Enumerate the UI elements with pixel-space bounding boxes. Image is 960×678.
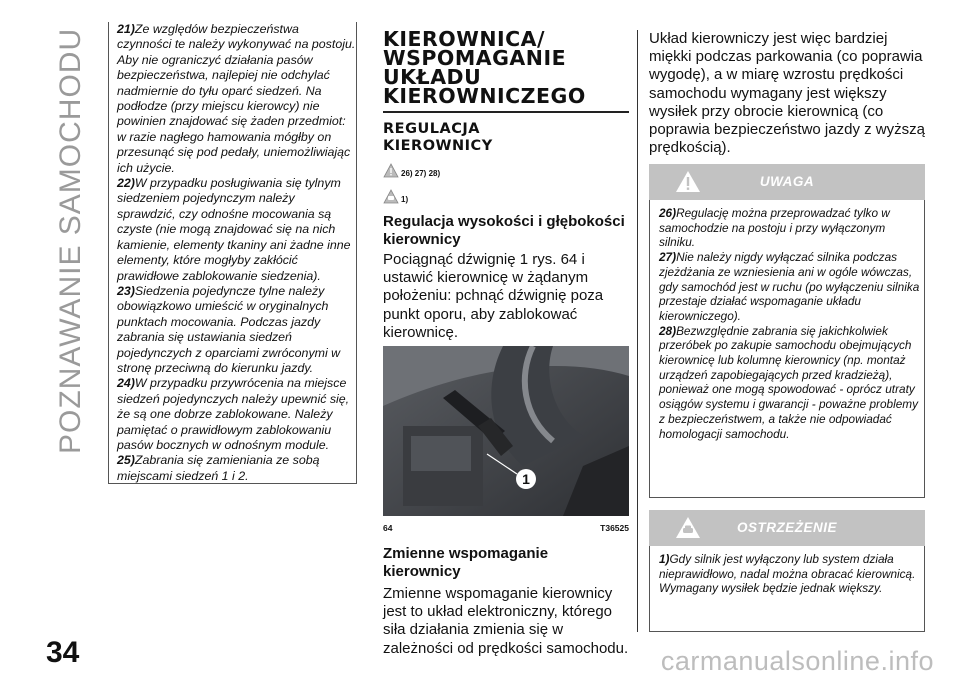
column-divider [637, 30, 638, 632]
note-28: 28)Bezwzględnie zabrania się jakichkolwiek przeróbek po zakupie samochodu obejmujących kierownicę lub kolumnę kierownicy (np. montaż urządzeń zapobiegających przed kradzieżą), ponieważ one mogą spowodować - oprócz utraty osiągów systemu i gwarancji - poważne problemy z bezpieczeństwem, a także nie odpowiadać homologacji samochodu. [659, 323, 918, 441]
section-title: KIEROWNICA/ WSPOMAGANIE UKŁADU KIEROWNICZEGO [383, 30, 629, 113]
note-22: 22)W przypadku posługiwania się tylnym siedzeniem pojedynczym należy sprawdzić, czy odnośne mocowania są czyste (nie mogą znajdować się na nich kamienie, elementy tkaniny ani żadne inne elementy, które mogłyby zakłócić prawidłowe zablokowanie siedzenia). [117, 176, 351, 283]
page-number: 34 [46, 636, 80, 669]
note-27: 27)Nie należy nigdy wyłączać silnika podczas zjeżdżania ze wzniesienia ani w ogóle wówczas, gdy samochód jest w ruchu (po wyłączeniu silnika przestaje działać wspomaganie układu kierowniczego). [659, 250, 920, 323]
note-26: 26)Regulację można przeprowadzać tylko w samochodzie na postoju i przy wyłączonym silniku. [659, 206, 890, 250]
warning-banner-label: UWAGA [759, 174, 815, 189]
seat-notes-box [108, 22, 357, 484]
caution-banner [649, 510, 925, 546]
warning-notes [649, 200, 925, 498]
figure-number: 64 [383, 523, 393, 533]
caution-triangle-icon [383, 189, 399, 204]
note-25: 25)Zabrania się zamieniania ze sobą miejscami siedzeń 1 i 2. [117, 453, 320, 483]
caution-banner-label: OSTRZEŻENIE [736, 520, 837, 535]
caution-refs: 1) [401, 194, 409, 204]
section-side-title: POZNAWANIE SAMOCHODU [54, 28, 87, 455]
warning-banner [649, 164, 925, 200]
steering-continued [649, 30, 927, 157]
note-21: 21)Ze względów bezpieczeństwa czynności te należy wykonywać na postoju. Aby nie ograniczyć działania pasów bezpieczeństwa, najlepiej nie odchylać nadmiernie do tyłu oparć siedzeń. Na podłodze (przy miejscu kierowcy) nie powinien znajdować się żaden przedmiot: w razie nagłego hamowania mógłby on przesunąć się pod pedały, uniemożliwiając ich użycie. [117, 22, 356, 175]
variable-assist-heading: Zmienne wspomaganie kierownicy [383, 545, 549, 580]
adjust-instructions: Pociągnąć dźwignię 1 rys. 64 i ustawić kierownicę w żądanym położeniu: pchnąć dźwignię poza punkt oporu, aby zablokować kierownicę. [383, 251, 604, 341]
figure-code: T36525 [600, 523, 629, 533]
subsection-title: REGULACJA KIEROWNICY [383, 121, 493, 154]
height-depth-heading: Regulacja wysokości i głębokości kierownicy [383, 213, 625, 248]
figure-caption [383, 523, 629, 533]
steering-behavior-text: Układ kierowniczy jest więc bardziej miękki podczas parkowania (co poprawia wygodę), a w miarę wzrostu prędkości samochodu wymagany jest większy wysiłek przy obrocie kierownicą (co poprawia bezpieczeństwo jazdy z wyższą prędkością). [649, 30, 925, 157]
warning-refs: 26) 27) 28) [401, 168, 441, 178]
watermark: carmanualsonline.info [660, 646, 934, 676]
variable-assist-section [383, 545, 629, 658]
callout-label: 1 [522, 471, 530, 487]
steering-lever-figure [383, 346, 629, 516]
warning-triangle-icon [383, 163, 399, 178]
variable-assist-text: Zmienne wspomaganie kierownicy jest to układ elektroniczny, którego siła działania zmienia się w zależności od prędkości samochodu. [383, 585, 629, 657]
note-24: 24)W przypadku przywrócenia na miejsce siedzeń pojedynczych należy upewnić się, że są one dobrze zablokowane. Należy pamiętać o prawidłowym zablokowaniu pasów bocznych w odnośnym module. [117, 376, 350, 452]
steering-section [383, 27, 629, 384]
warning-reference-1 [383, 159, 629, 181]
steering-column-photo [383, 346, 629, 516]
note-1: 1)Gdy silnik jest wyłączony lub system działa nieprawidłowo, nadal można obracać kierownicą. Wymagany wysiłek będzie jednak większy. [659, 552, 916, 596]
caution-reference-1 [383, 185, 629, 207]
note-23: 23)Siedzenia pojedyncze tylne należy obowiązkowo umieścić w oryginalnych punktach mocowania. Podczas jazdy zabrania się ustawiania siedzeń pojedynczych z oparciami zwróconymi w stronę przeciwną do kierunku jazdy. [117, 283, 341, 375]
caution-notes [649, 546, 925, 632]
